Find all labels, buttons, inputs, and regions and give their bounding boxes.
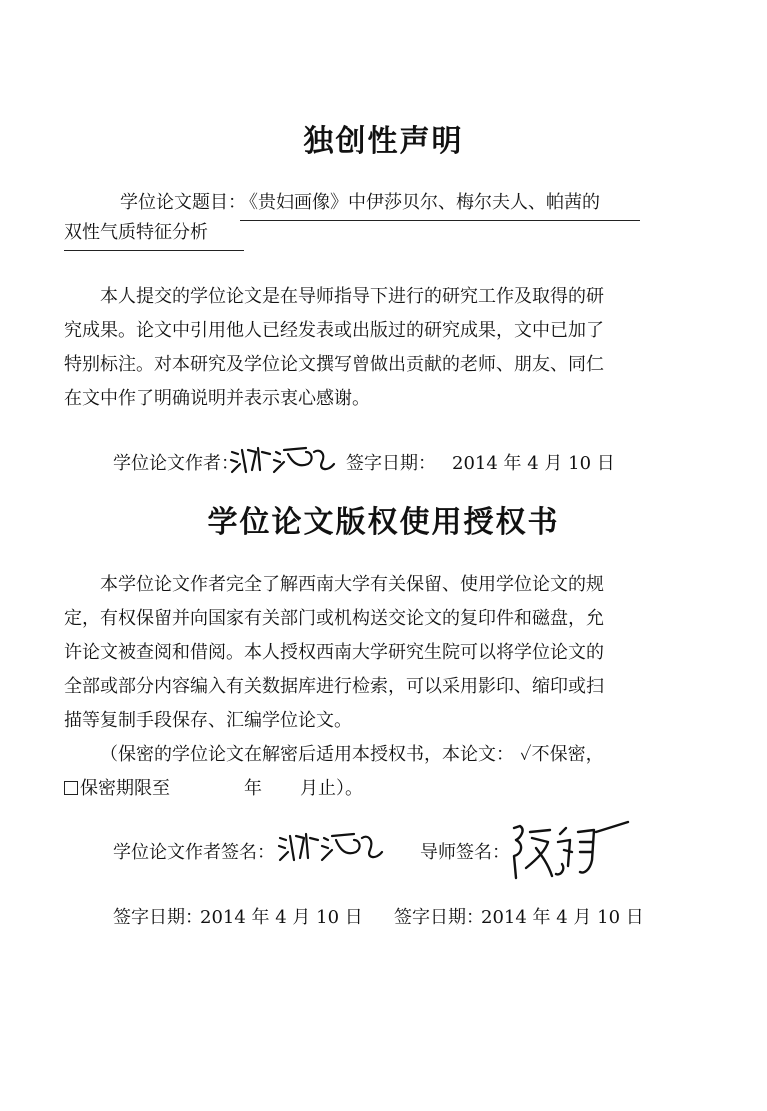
declaration-line-3: 特别标注。对本研究及学位论文撰写曾做出贡献的老师、朋友、同仁 (64, 354, 604, 375)
authorization-title: 学位论文版权使用授权书 (207, 505, 560, 540)
thesis-title-label: 学位论文题目： (120, 192, 246, 213)
confidential-line-1 (100, 738, 604, 772)
month-end-label: 月止）。 (300, 778, 363, 799)
authorization-line-1: 本学位论文作者完全了解西南大学有关保留、使用学位论文的规 (100, 574, 604, 595)
declaration-body (64, 280, 644, 416)
sign-date: 2014 年 4 月 10 日 (452, 453, 615, 474)
author-signature-2 (276, 828, 388, 866)
advisor-sign-label: 导师签名： (420, 842, 510, 863)
authorization-body (64, 568, 644, 738)
not-confidential-checkmark-icon: ✓ (520, 744, 532, 765)
declaration-line-4: 在文中作了明确说明并表示衷心感谢。 (64, 388, 370, 409)
advisor-signature (506, 820, 632, 882)
declaration-line-2: 究成果。论文中引用他人已经发表或出版过的研究成果，文中已加了 (64, 320, 604, 341)
advisor-date-label: 签字日期： (394, 907, 484, 928)
author-label: 学位论文作者： (113, 453, 239, 474)
not-confidential-label: 不保密， (531, 744, 604, 765)
confidential-intro: （保密的学位论文在解密后适用本授权书，本论文： (100, 744, 514, 765)
author-date: 2014 年 4 月 10 日 (200, 907, 363, 928)
declaration-title: 独创性声明 (303, 124, 464, 159)
author-signature-1 (228, 442, 340, 478)
confidential-label: 保密期限至 (80, 778, 170, 799)
authorization-line-2: 定，有权保留并向国家有关部门或机构送交论文的复印件和磁盘，允 (64, 608, 604, 629)
year-label: 年 (244, 778, 262, 799)
authorization-line-5: 描等复制手段保存、汇编学位论文。 (64, 710, 352, 731)
declaration-line-1: 本人提交的学位论文是在导师指导下进行的研究工作及取得的研 (100, 286, 604, 307)
confidential-checkbox-icon (64, 781, 78, 795)
author-date-label: 签字日期： (113, 907, 203, 928)
author-sign-label: 学位论文作者签名： (113, 842, 275, 863)
authorization-line-3: 许论文被查阅和借阅。本人授权西南大学研究生院可以将学位论文的 (64, 642, 604, 663)
thesis-title-line2: 双性气质特征分析 (64, 216, 244, 251)
confidential-line-2 (64, 772, 170, 806)
authorization-line-4: 全部或部分内容编入有关数据库进行检索，可以采用影印、缩印或扫 (64, 676, 604, 697)
thesis-title-line1: 《贵妇画像》中伊莎贝尔、梅尔夫人、帕茜的 (240, 186, 640, 221)
sign-date-label: 签字日期： (346, 453, 436, 474)
advisor-date: 2014 年 4 月 10 日 (481, 907, 644, 928)
